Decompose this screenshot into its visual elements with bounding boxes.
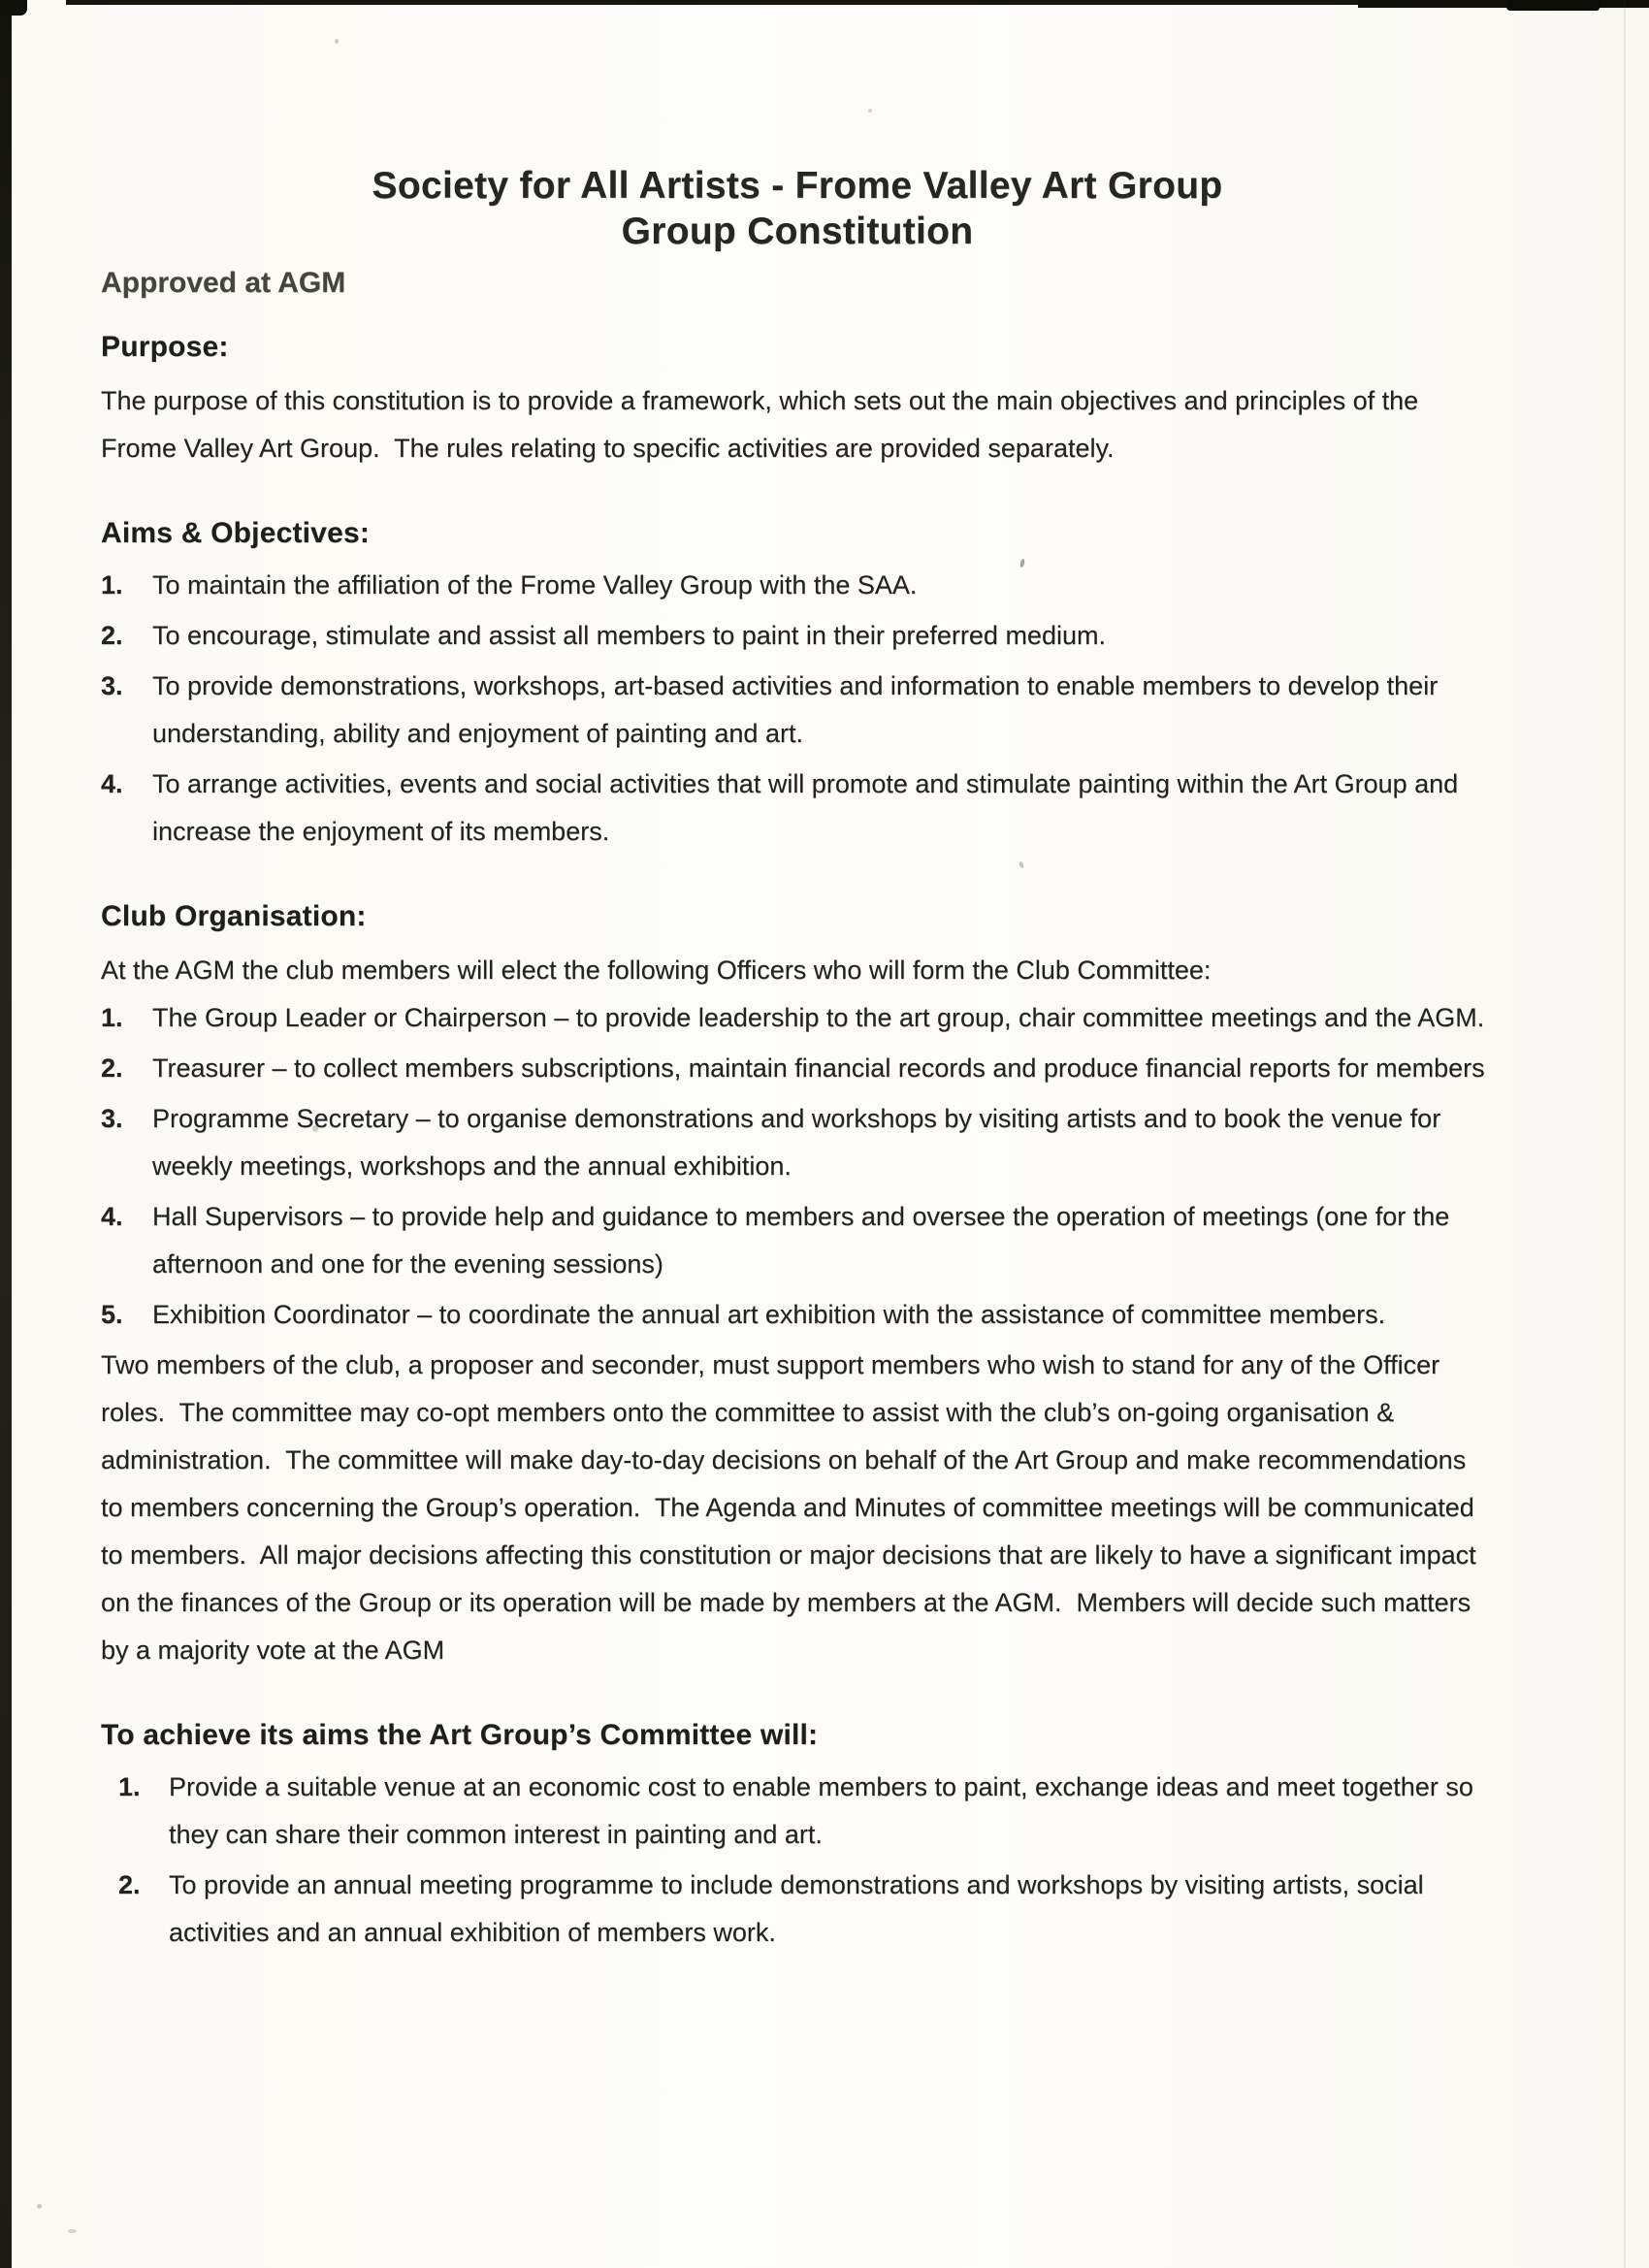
list-item xyxy=(101,994,1494,1042)
list-item xyxy=(101,612,1494,660)
list-item xyxy=(101,1291,1494,1339)
item-text: The Group Leader or Chairperson – to provide leadership to the art group, chair committee meetings and the AGM. xyxy=(152,1003,1485,1032)
title-line-2: Group Constitution xyxy=(621,211,974,252)
achieve-aims-heading: To achieve its aims the Art Group’s Committee will: xyxy=(101,1719,819,1751)
scan-edge-left-top xyxy=(0,0,27,16)
club-rules-paragraph: Two members of the club, a proposer and seconder, must support members who wish to stand for any of the Officer roles. The committee may co-opt members onto the committee to assist with the club’s on-going organisation & administration. The committee will make day-to-day decisions on behalf of the Art Group and make recommendations to members concerning the Group’s operation. The Agenda and Minutes of committee meetings will be communicated to members. All major decisions affecting this constitution or major decisions that are likely to have a significant impact on the finances of the Group or its operation will be made by members at the AGM. Members will decide such matters by a majority vote at the AGM xyxy=(101,1350,1484,1665)
item-number: 3. xyxy=(101,1104,123,1133)
scan-edge-top-right xyxy=(1358,0,1649,8)
approved-note: Approved at AGM xyxy=(101,267,346,299)
title-line-1: Society for All Artists - Frome Valley Art Group xyxy=(372,165,1223,207)
item-number: 4. xyxy=(101,1202,123,1231)
scan-edge-top-nub xyxy=(1506,0,1600,11)
item-text: To arrange activities, events and social activities that will promote and stimulate painting within the Art Group and increase the enjoyment of its members. xyxy=(152,769,1466,846)
list-item xyxy=(101,1095,1494,1190)
item-number: 5. xyxy=(101,1300,123,1329)
aims-list xyxy=(101,562,1494,856)
item-text: To encourage, stimulate and assist all members to paint in their preferred medium. xyxy=(152,621,1106,650)
item-number: 2. xyxy=(118,1870,141,1899)
club-organisation-heading: Club Organisation: xyxy=(101,900,367,932)
item-text: Programme Secretary – to organise demonstrations and workshops by visiting artists and to book the venue for weekly meetings, workshops and the annual exhibition. xyxy=(152,1104,1448,1181)
item-number: 2. xyxy=(101,621,123,650)
item-number: 2. xyxy=(101,1053,123,1083)
item-text: Hall Supervisors – to provide help and guidance to members and oversee the operation of meetings (one for the afternoon and one for the evening sessions) xyxy=(152,1202,1457,1279)
aims-heading: Aims & Objectives: xyxy=(101,517,371,549)
item-text: Exhibition Coordinator – to coordinate the annual art exhibition with the assistance of committee members. xyxy=(152,1300,1386,1329)
scan-speck xyxy=(68,2229,77,2233)
scan-edge-left xyxy=(0,0,12,2268)
list-item xyxy=(101,1862,1494,1957)
club-officers-list xyxy=(101,994,1494,1339)
item-text: To provide an annual meeting programme to include demonstrations and workshops by visiting artists, social activities and an annual exhibition of members work. xyxy=(169,1870,1432,1947)
document-content xyxy=(101,163,1494,1960)
scan-speck xyxy=(37,2204,42,2209)
scan-shading-right xyxy=(1624,0,1626,2268)
purpose-heading: Purpose: xyxy=(101,331,229,363)
item-number: 3. xyxy=(101,671,123,700)
list-item xyxy=(101,761,1494,856)
achieve-list xyxy=(101,1764,1494,1957)
purpose-paragraph: The purpose of this constitution is to provide a framework, which sets out the main objectives and principles of the Frome Valley Art Group. The rules relating to specific activities are provided separately. xyxy=(101,386,1426,463)
item-number: 1. xyxy=(101,1003,123,1032)
document-title xyxy=(101,163,1494,254)
list-item xyxy=(101,562,1494,609)
item-number: 1. xyxy=(101,570,123,599)
list-item xyxy=(101,1193,1494,1288)
club-intro-paragraph: At the AGM the club members will elect the following Officers who will form the Club Committee: xyxy=(101,956,1212,985)
scan-speck xyxy=(335,39,339,44)
item-text: To maintain the affiliation of the Frome Valley Group with the SAA. xyxy=(152,570,918,599)
item-text: Provide a suitable venue at an economic cost to enable members to paint, exchange ideas and meet together so they can share their common interest in painting and art. xyxy=(169,1772,1481,1849)
list-item xyxy=(101,1045,1494,1092)
item-number: 4. xyxy=(101,769,123,798)
item-text: Treasurer – to collect members subscriptions, maintain financial records and produce financial reports for members xyxy=(152,1053,1485,1083)
scan-speck xyxy=(868,109,872,113)
item-number: 1. xyxy=(118,1772,141,1801)
list-item xyxy=(101,1764,1494,1859)
list-item xyxy=(101,663,1494,758)
item-text: To provide demonstrations, workshops, art-based activities and information to enable members to develop their understanding, ability and enjoyment of painting and art. xyxy=(152,671,1445,748)
